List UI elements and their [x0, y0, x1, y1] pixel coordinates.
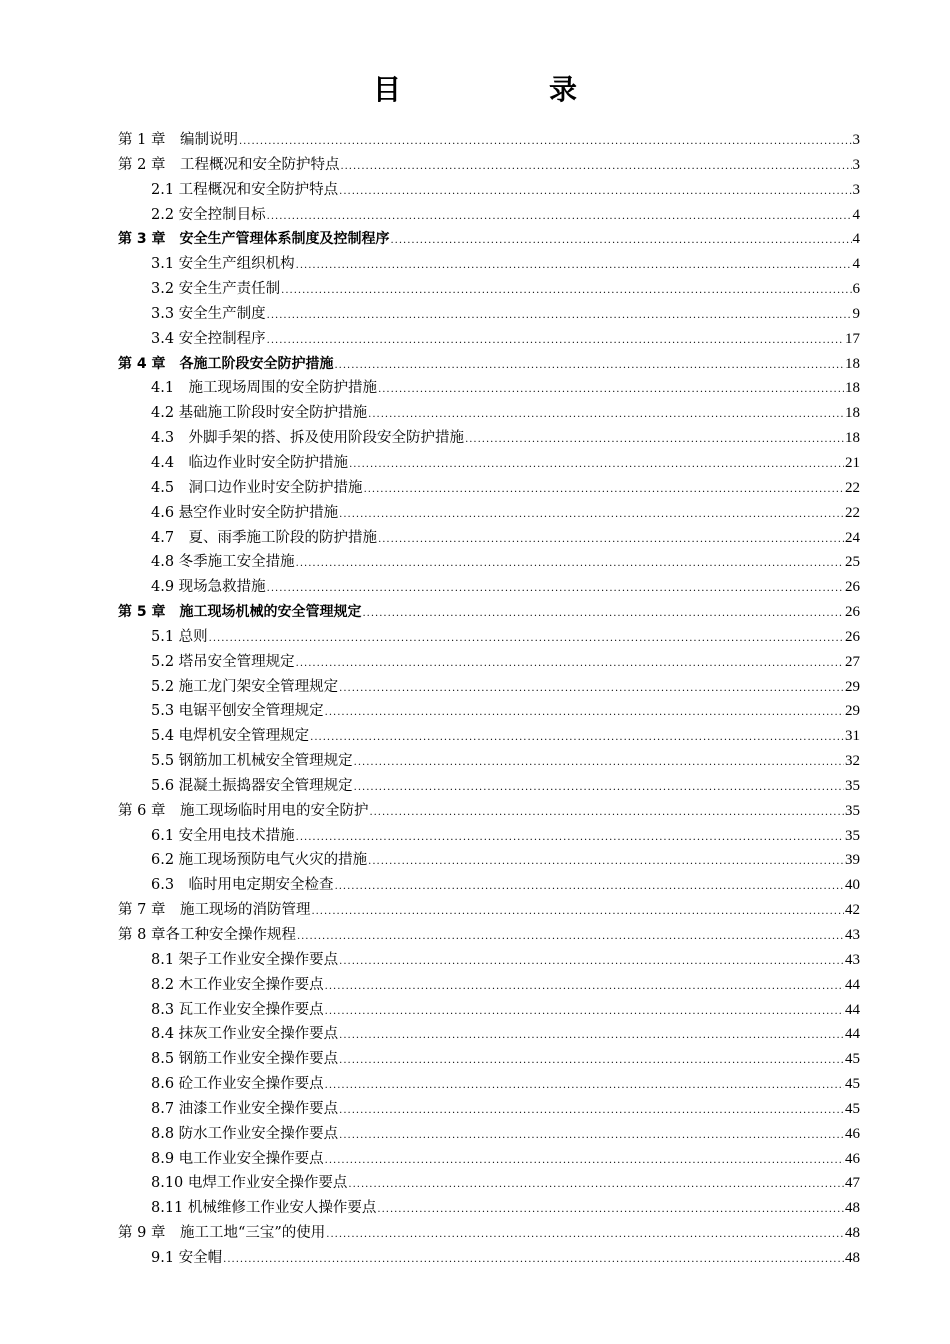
toc-entry[interactable] [118, 227, 860, 252]
toc-entry-page: 43 [845, 951, 860, 968]
toc-leader-dots [267, 205, 852, 230]
toc-entry-title: 第 8 章各工种安全操作规程 [118, 927, 296, 943]
toc-leader-dots [223, 1248, 844, 1273]
toc-leader-dots [363, 602, 845, 627]
toc-entry-title: 4.4 临边作业时安全防护措施 [151, 454, 349, 471]
toc-entry-page: 29 [845, 703, 860, 720]
toc-entry[interactable] [118, 724, 860, 749]
toc-entry-page: 18 [845, 355, 860, 372]
toc-entry[interactable] [118, 1022, 860, 1047]
toc-leader-dots [378, 378, 844, 403]
toc-entry-page: 26 [845, 604, 860, 621]
toc-entry-page: 3 [852, 156, 860, 173]
toc-entry-page: 48 [845, 1225, 860, 1242]
toc-entry-title: 第 9 章 施工工地“三宝”的使用 [118, 1225, 326, 1242]
toc-entry[interactable] [118, 352, 860, 377]
toc-entry[interactable] [118, 277, 860, 302]
toc-entry-title: 8.7 油漆工作业安全操作要点 [151, 1100, 339, 1117]
toc-entry[interactable] [118, 1122, 860, 1147]
toc-entry[interactable] [118, 501, 860, 526]
toc-leader-dots [267, 329, 844, 354]
toc-leader-dots [339, 1124, 844, 1149]
toc-entry[interactable] [118, 1246, 860, 1271]
toc-leader-dots [296, 652, 844, 677]
toc-entry-title: 8.8 防水工作业安全操作要点 [151, 1125, 339, 1142]
toc-entry-title: 8.5 钢筋工作业安全操作要点 [151, 1051, 339, 1068]
toc-leader-dots [349, 453, 844, 478]
toc-entry[interactable] [118, 898, 860, 923]
toc-entry-page: 48 [845, 1249, 860, 1266]
toc-entry[interactable] [118, 401, 860, 426]
toc-entry[interactable] [118, 774, 860, 799]
toc-entry-title: 5.2 施工龙门架安全管理规定 [151, 678, 339, 695]
toc-entry-title: 4.9 现场急救措施 [151, 579, 266, 596]
toc-entry-page: 22 [845, 479, 860, 496]
toc-entry[interactable] [118, 550, 860, 575]
toc-leader-dots [364, 478, 844, 503]
toc-entry[interactable] [118, 153, 860, 178]
toc-entry-page: 35 [845, 827, 860, 844]
toc-entry-title: 2.2 安全控制目标 [151, 206, 266, 223]
toc-entry[interactable] [118, 998, 860, 1023]
toc-leader-dots [348, 1173, 844, 1198]
toc-entry[interactable] [118, 1097, 860, 1122]
toc-entry[interactable] [118, 252, 860, 277]
toc-leader-dots [339, 950, 844, 975]
toc-entry-title: 4.5 洞口边作业时安全防护措施 [151, 479, 363, 496]
toc-entry[interactable] [118, 451, 860, 476]
toc-entry-page: 45 [845, 1100, 860, 1117]
toc-entry-title: 8.9 电工作业安全操作要点 [151, 1150, 324, 1167]
toc-entry-page: 42 [845, 902, 860, 919]
toc-entry-title: 8.2 木工作业安全操作要点 [151, 976, 324, 993]
toc-entry[interactable] [118, 1221, 860, 1246]
toc-entry-title: 4.1 施工现场周围的安全防护措施 [151, 380, 378, 397]
toc-entry[interactable] [118, 923, 860, 948]
toc-entry-title: 5.5 钢筋加工机械安全管理规定 [151, 753, 353, 770]
toc-leader-dots [354, 776, 844, 801]
toc-entry-title: 第 7 章 施工现场的消防管理 [118, 902, 311, 919]
toc-entry[interactable] [118, 128, 860, 153]
toc-leader-dots [339, 1099, 844, 1124]
toc-entry-page: 40 [845, 877, 860, 894]
toc-entry[interactable] [118, 1147, 860, 1172]
toc-leader-dots [339, 1049, 844, 1074]
toc-leader-dots [378, 528, 844, 553]
toc-entry-page: 21 [845, 454, 860, 471]
toc-leader-dots [368, 850, 844, 875]
toc-leader-dots [465, 428, 844, 453]
toc-entry[interactable] [118, 476, 860, 501]
toc-entry-title: 4.2 基础施工阶段时安全防护措施 [151, 405, 368, 422]
toc-entry-title: 3.3 安全生产制度 [151, 305, 266, 322]
toc-entry-title: 4.3 外脚手架的搭、拆及使用阶段安全防护措施 [151, 430, 465, 447]
toc-entry[interactable] [118, 575, 860, 600]
toc-leader-dots [339, 677, 844, 702]
toc-leader-dots [325, 701, 844, 726]
toc-entry-page: 4 [852, 256, 860, 273]
toc-entry-page: 45 [845, 1051, 860, 1068]
toc-entry-title: 9.1 安全帽 [151, 1249, 223, 1266]
toc-entry-title: 第 1 章 编制说明 [118, 132, 238, 148]
toc-entry[interactable] [118, 302, 860, 327]
toc-entry[interactable] [118, 1196, 860, 1221]
toc-entry[interactable] [118, 699, 860, 724]
toc-entry-title: 第 6 章 施工现场临时用电的安全防护 [118, 802, 369, 819]
toc-entry-page: 25 [845, 554, 860, 571]
toc-leader-dots [377, 1198, 844, 1223]
toc-entry-page: 47 [845, 1175, 860, 1192]
toc-entry[interactable] [118, 1171, 860, 1196]
toc-entry-title: 8.3 瓦工作业安全操作要点 [151, 1001, 324, 1018]
toc-leader-dots [267, 304, 852, 329]
toc-leader-dots [297, 925, 844, 950]
toc-entry[interactable] [118, 600, 860, 625]
toc-entry[interactable] [118, 973, 860, 998]
toc-leader-dots [296, 254, 852, 279]
toc-entry-page: 3 [852, 132, 860, 148]
toc-entry[interactable] [118, 1072, 860, 1097]
toc-leader-dots [325, 975, 844, 1000]
toc-entry-page: 35 [845, 802, 860, 819]
toc-leader-dots [335, 354, 845, 379]
toc-entry-title: 3.4 安全控制程序 [151, 330, 266, 347]
toc-entry-page: 18 [845, 430, 860, 447]
toc-entry-page: 3 [852, 181, 860, 198]
toc-entry-page: 9 [852, 305, 860, 322]
toc-leader-dots [339, 1024, 844, 1049]
toc-leader-dots [239, 130, 852, 155]
toc-leader-dots [281, 279, 851, 304]
toc-entry[interactable] [118, 426, 860, 451]
toc-leader-dots [326, 1223, 844, 1248]
toc-entry[interactable] [118, 1047, 860, 1072]
toc-entry-page: 43 [845, 927, 860, 943]
toc-leader-dots [339, 503, 844, 528]
toc-entry[interactable] [118, 526, 860, 551]
toc-entry-page: 26 [845, 628, 860, 645]
toc-entry-title: 8.1 架子工作业安全操作要点 [151, 951, 339, 968]
toc-entry-page: 18 [845, 380, 860, 397]
toc-leader-dots [368, 403, 844, 428]
toc-entry-title: 5.1 总则 [151, 628, 208, 645]
toc-entry-page: 17 [845, 330, 860, 347]
toc-entry-page: 27 [845, 653, 860, 670]
toc-entry[interactable] [118, 824, 860, 849]
toc-entry-title: 6.1 安全用电技术措施 [151, 827, 295, 844]
toc-entry-page: 45 [845, 1076, 860, 1093]
toc-entry-title: 8.4 抹灰工作业安全操作要点 [151, 1026, 339, 1043]
toc-entry-page: 29 [845, 678, 860, 695]
toc-leader-dots [209, 627, 844, 652]
toc-entry-title: 8.10 电焊工作业安全操作要点 [151, 1175, 348, 1192]
toc-entry-page: 32 [845, 753, 860, 770]
toc-entry-page: 31 [845, 728, 860, 745]
toc-entry-page: 22 [845, 504, 860, 521]
toc-entry-title: 5.2 塔吊安全管理规定 [151, 653, 295, 670]
toc-entry-title: 第 3 章 安全生产管理体系制度及控制程序 [118, 231, 390, 248]
toc-entry-page: 44 [845, 1026, 860, 1043]
toc-leader-dots [391, 229, 852, 254]
toc-entry[interactable] [118, 873, 860, 898]
toc-entry-page: 26 [845, 579, 860, 596]
toc-entry[interactable] [118, 625, 860, 650]
toc-leader-dots [369, 801, 844, 826]
toc-entry-title: 8.11 机械维修工作业安人操作要点 [151, 1200, 377, 1217]
toc-entry[interactable] [118, 948, 860, 973]
toc-entry-page: 6 [852, 281, 860, 298]
toc-entry-page: 46 [845, 1150, 860, 1167]
toc-leader-dots [296, 552, 844, 577]
toc-entry-title: 第 4 章 各施工阶段安全防护措施 [118, 355, 334, 372]
toc-entry[interactable] [118, 675, 860, 700]
toc-leader-dots [325, 1149, 844, 1174]
toc-entry[interactable] [118, 799, 860, 824]
toc-entry-page: 44 [845, 976, 860, 993]
toc-leader-dots [325, 1000, 844, 1025]
toc-entry-title: 第 5 章 施工现场机械的安全管理规定 [118, 604, 362, 621]
toc-entry-page: 48 [845, 1200, 860, 1217]
toc-entry-page: 35 [845, 777, 860, 794]
toc-entry-title: 8.6 砼工作业安全操作要点 [151, 1076, 324, 1093]
toc-leader-dots [296, 826, 844, 851]
toc-leader-dots [335, 875, 844, 900]
toc-entry-page: 18 [845, 405, 860, 422]
toc-leader-dots [310, 726, 844, 751]
toc-entry-title: 5.4 电焊机安全管理规定 [151, 728, 310, 745]
toc-entry-title: 5.3 电锯平刨安全管理规定 [151, 703, 324, 720]
toc-entry[interactable] [118, 327, 860, 352]
toc-entry-title: 5.6 混凝土振捣器安全管理规定 [151, 777, 353, 794]
toc-entry-title: 4.7 夏、雨季施工阶段的防护措施 [151, 529, 378, 546]
toc-title: 目 录 [372, 73, 637, 106]
toc-entry-page: 4 [852, 231, 860, 248]
toc-entry-title: 第 2 章 工程概况和安全防护特点 [118, 156, 340, 173]
toc-leader-dots [354, 751, 844, 776]
toc-entry[interactable] [118, 376, 860, 401]
toc-entry[interactable] [118, 650, 860, 675]
table-of-contents [118, 128, 860, 1271]
toc-entry-title: 3.2 安全生产责任制 [151, 281, 281, 298]
toc-entry-page: 24 [845, 529, 860, 546]
toc-entry-title: 3.1 安全生产组织机构 [151, 256, 295, 273]
toc-entry[interactable] [118, 203, 860, 228]
toc-entry-title: 4.8 冬季施工安全措施 [151, 554, 295, 571]
toc-leader-dots [340, 155, 851, 180]
toc-entry[interactable] [118, 848, 860, 873]
toc-entry-page: 39 [845, 852, 860, 869]
toc-leader-dots [311, 900, 844, 925]
toc-leader-dots [325, 1074, 844, 1099]
toc-entry[interactable] [118, 749, 860, 774]
toc-entry-title: 6.3 临时用电定期安全检查 [151, 877, 334, 894]
toc-entry-page: 46 [845, 1125, 860, 1142]
toc-leader-dots [339, 180, 851, 205]
toc-entry-page: 44 [845, 1001, 860, 1018]
toc-entry-title: 2.1 工程概况和安全防护特点 [151, 181, 339, 198]
toc-entry-page: 4 [852, 206, 860, 223]
toc-entry-title: 4.6 悬空作业时安全防护措施 [151, 504, 339, 521]
toc-entry[interactable] [118, 178, 860, 203]
toc-leader-dots [267, 577, 844, 602]
toc-entry-title: 6.2 施工现场预防电气火灾的措施 [151, 852, 368, 869]
